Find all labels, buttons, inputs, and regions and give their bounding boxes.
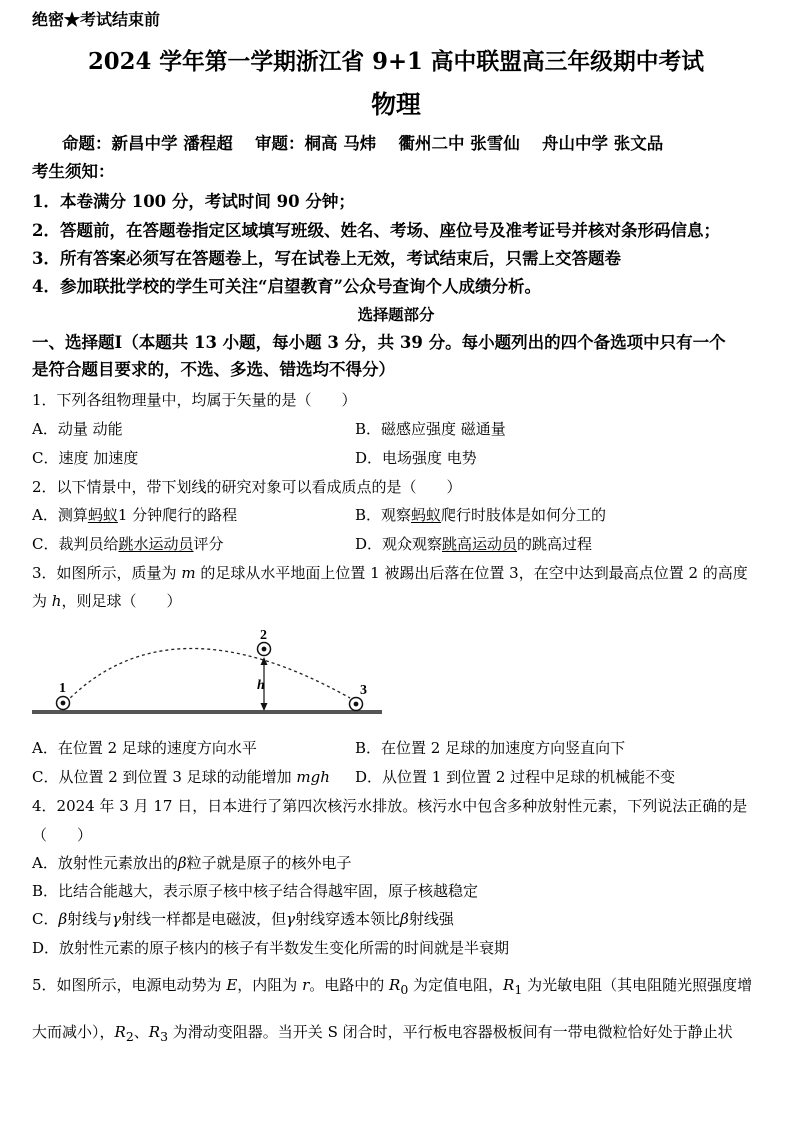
notice-heading: 考生须知：: [32, 162, 115, 181]
notice-item: 4．参加联批学校的学生可关注“启望教育”公众号查询个人成绩分析。: [32, 277, 541, 296]
q3-option-d: D．从位置 1 到位置 2 过程中足球的机械能不变: [355, 768, 676, 786]
section-heading-cont: 是符合题目要求的，不选、多选、错选均不得分）: [32, 360, 395, 379]
q3-stem-cont: 为 h，则足球（ ）: [32, 592, 182, 610]
part-title: 选择题部分: [357, 305, 435, 324]
q1-option-c: C．速度 加速度: [32, 449, 139, 467]
notice-item: 3．所有答案必须写在答题卷上，写在试卷上无效，考试结束后，只需上交答题卷: [32, 249, 621, 268]
q1-option-b: B．磁感应强度 磁通量: [355, 420, 506, 438]
football-trajectory-figure: [30, 622, 390, 722]
q4-option-a: A．放射性元素放出的β粒子就是原子的核外电子: [32, 854, 352, 872]
secret-mark: 绝密★考试结束前: [32, 10, 161, 29]
q1-option-d: D．电场强度 电势: [355, 449, 477, 467]
ball-position-2: [258, 643, 271, 656]
q4-option-d: D．放射性元素的原子核内的核子有半数发生变化所需的时间就是半衰期: [32, 939, 510, 957]
q4-option-b: B．比结合能越大，表示原子核中核子结合得越牢固，原子核越稳定: [32, 882, 479, 900]
position-label-3: 3: [360, 683, 367, 698]
exam-title: 2024 学年第一学期浙江省 9+1 高中联盟高三年级期中考试: [87, 48, 705, 75]
authors-line: 命题：新昌中学 潘程超 审题：桐高 马炜 衢州二中 张雪仙 舟山中学 张文品: [62, 134, 664, 153]
position-label-2: 2: [260, 628, 267, 643]
q1-option-a: A．动量 动能: [32, 420, 123, 438]
q2-option-b: B．观察蚂蚁爬行时肢体是如何分工的: [355, 506, 607, 524]
ball-position-1: [57, 697, 70, 710]
q5-stem: 5．如图所示，电源电动势为 E，内阻为 r。电路中的 $R_0$ 为定值电阻，$R_1$ 为光敏电阻（其电阻随光照强度增: [32, 976, 753, 997]
subject-title: 物理: [371, 90, 421, 119]
q5-stem-cont: 大而减小），$R_2$、$R_3$ 为滑动变阻器。当开关 S 闭合时，平行板电容器极板间有一带电微粒恰好处于静止状: [32, 1023, 733, 1044]
q4-stem: 4．2024 年 3 月 17 日，日本进行了第四次核污水排放。核污水中包含多种放射性元素，下列说法正确的是: [32, 797, 748, 815]
q3-option-a: A．在位置 2 足球的速度方向水平: [32, 739, 257, 757]
height-label: h: [257, 678, 265, 693]
q2-option-a: A．测算蚂蚁1 分钟爬行的路程: [32, 506, 238, 524]
notice-item: 1．本卷满分 100 分，考试时间 90 分钟；: [32, 192, 355, 211]
q3-option-b: B．在位置 2 足球的加速度方向竖直向下: [355, 739, 626, 757]
q4-option-c: C．β射线与γ射线一样都是电磁波，但γ射线穿透本领比β射线强: [32, 910, 454, 928]
q3-stem: 3．如图所示，质量为 m 的足球从水平地面上位置 1 被踢出后落在位置 3，在空中达到最高点位置 2 的高度: [32, 564, 748, 582]
height-arrow-down: [261, 703, 268, 711]
q1-stem: 1．下列各组物理量中，均属于矢量的是（ ）: [32, 391, 357, 409]
ball-position-3: [350, 698, 363, 711]
q2-option-c: C．裁判员给跳水运动员评分: [32, 535, 224, 553]
notice-item: 2．答题前，在答题卷指定区域填写班级、姓名、考场、座位号及准考证号并核对条形码信息；: [32, 221, 720, 240]
position-label-1: 1: [59, 681, 66, 696]
q2-stem: 2．以下情景中，带下划线的研究对象可以看成质点的是（ ）: [32, 478, 462, 496]
section-heading: 一、选择题Ⅰ（本题共 13 小题，每小题 3 分，共 39 分。每小题列出的四个备选项中只有一个: [32, 333, 726, 352]
q2-option-d: D．观众观察跳高运动员的跳高过程: [355, 535, 593, 553]
q3-option-c: C．从位置 2 到位置 3 足球的动能增加 mgh: [32, 768, 330, 786]
q4-stem-cont: （ ）: [32, 826, 93, 844]
ground-line: [32, 710, 382, 714]
trajectory-path: [66, 648, 350, 702]
